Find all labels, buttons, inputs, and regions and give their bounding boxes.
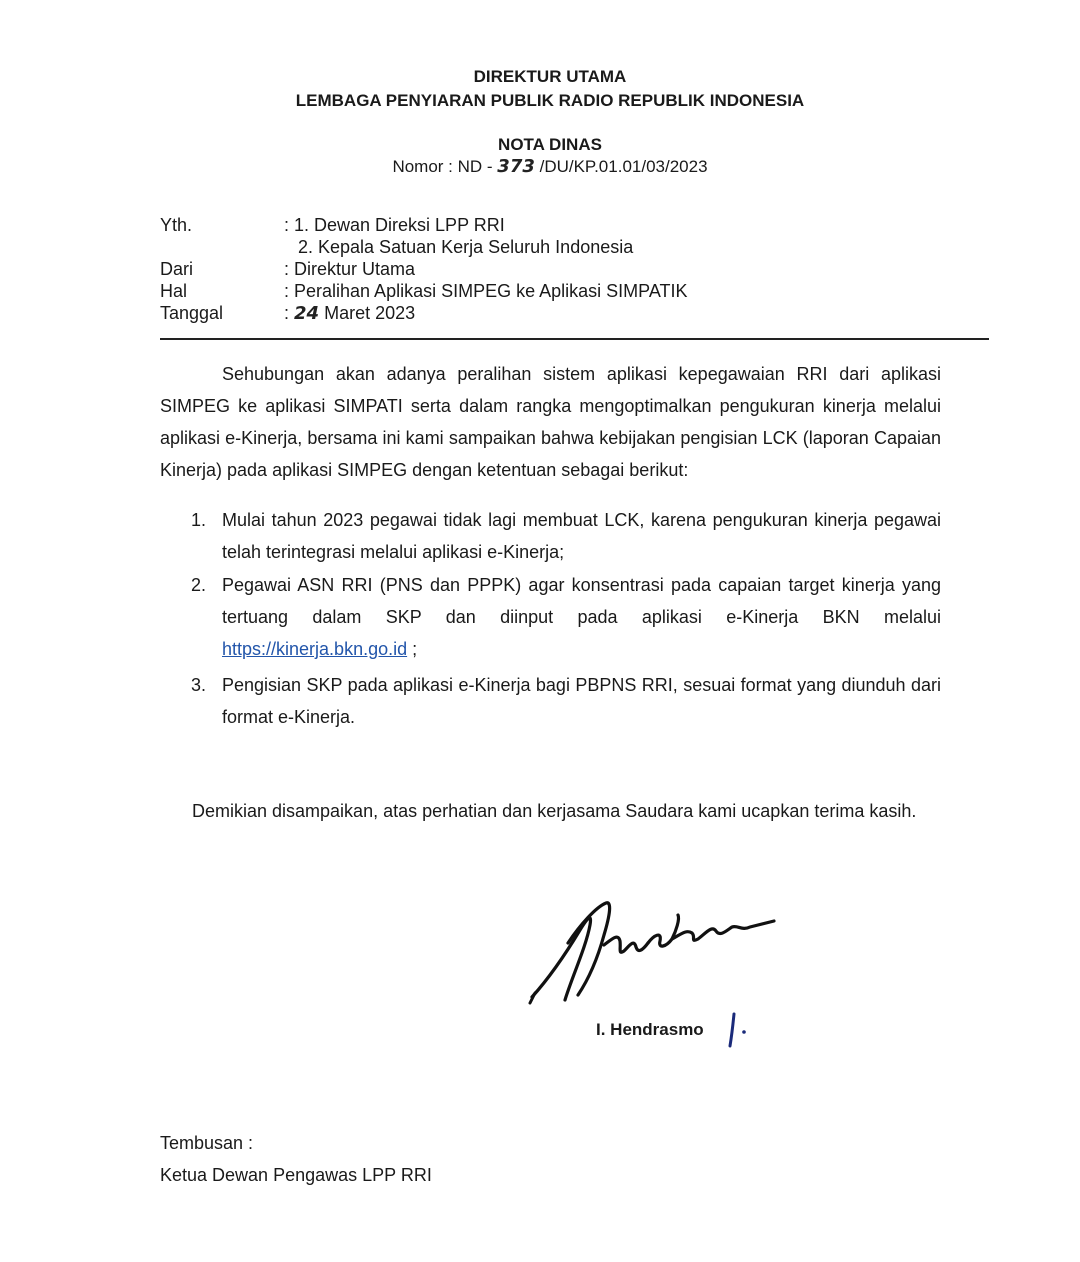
document-number-suffix: /DU/KP.01.01/03/2023	[534, 157, 708, 176]
list-item-2-after: ;	[407, 639, 418, 659]
meta-hal-label: Hal	[160, 281, 188, 301]
meta-tanggal-suffix: Maret 2023	[319, 303, 416, 323]
list-item-3-text: Pengisian SKP pada aplikasi e-Kinerja bagi PBPNS RRI, sesuai format yang diunduh dari format e-Kinerja.	[222, 675, 941, 727]
header-divider	[160, 338, 989, 340]
list-item-2-body: Pegawai ASN RRI (PNS dan PPPK) agar konsentrasi pada capaian target kinerja yang tertuang dalam SKP dan diinput pada aplikasi e-Kinerja BKN melalui	[222, 575, 941, 627]
list-item-3	[191, 669, 941, 733]
list-item-2-text	[222, 569, 941, 665]
list-item-2-number: 2.	[191, 575, 207, 595]
paraf-mark	[726, 1010, 754, 1050]
kinerja-link[interactable]: https://kinerja.bkn.go.id	[222, 639, 408, 659]
list-item-1-text: Mulai tahun 2023 pegawai tidak lagi membuat LCK, karena pengukuran kinerja pegawai telah terintegrasi melalui aplikasi e-Kinerja;	[222, 510, 941, 562]
meta-yth-value-2: 2. Kepala Satuan Kerja Seluruh Indonesia	[298, 237, 634, 257]
meta-tanggal-prefix: :	[284, 303, 295, 323]
signature-image	[520, 895, 790, 1020]
cc-label: Tembusan :	[160, 1133, 254, 1153]
meta-tanggal-value	[284, 302, 415, 325]
meta-hal-value: : Peralihan Aplikasi SIMPEG ke Aplikasi SIMPATIK	[284, 281, 688, 301]
list-item-2	[191, 569, 941, 665]
list-item-1-number: 1.	[191, 510, 207, 530]
meta-yth-label: Yth.	[160, 215, 193, 235]
meta-yth-value-1: : 1. Dewan Direksi LPP RRI	[284, 215, 505, 235]
document-number	[270, 156, 830, 178]
document-number-prefix: Nomor : ND -	[392, 157, 498, 176]
document-number-handwritten: 373	[497, 156, 535, 177]
list-item-1	[191, 504, 941, 568]
list-item-3-number: 3.	[191, 675, 207, 695]
intro-paragraph: Sehubungan akan adanya peralihan sistem aplikasi kepegawaian RRI dari aplikasi SIMPEG ke aplikasi SIMPATI serta dalam rangka mengoptimalkan pengukuran kinerja melalui aplikasi e-Kinerja, bersama ini kami sampaikan bahwa kebijakan pengisian LCK (laporan Capaian Kinerja) pada aplikasi SIMPEG dengan ketentuan sebagai berikut:	[160, 364, 941, 480]
meta-tanggal-day-handwritten: 24	[294, 303, 320, 324]
meta-tanggal-label: Tanggal	[160, 303, 224, 323]
header-organization: LEMBAGA PENYIARAN PUBLIK RADIO REPUBLIK INDONESIA	[295, 91, 805, 110]
meta-dari-value: : Direktur Utama	[284, 259, 416, 279]
signatory-name: I. Hendrasmo	[596, 1020, 704, 1039]
document-type: NOTA DINAS	[498, 135, 602, 154]
cc-recipient: Ketua Dewan Pengawas LPP RRI	[160, 1165, 432, 1185]
closing-paragraph: Demikian disampaikan, atas perhatian dan kerjasama Saudara kami ucapkan terima kasih.	[192, 801, 917, 821]
meta-dari-label: Dari	[160, 259, 194, 279]
header-title: DIREKTUR UTAMA	[473, 67, 627, 86]
